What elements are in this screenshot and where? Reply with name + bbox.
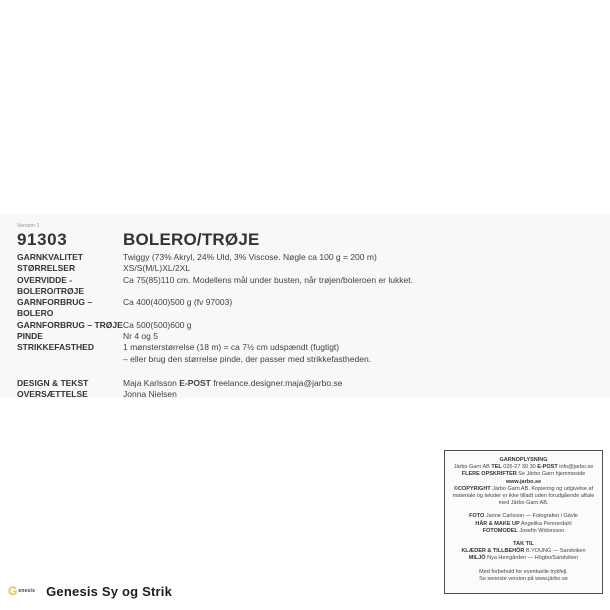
copyright-label: ©COPYRIGHT — [453, 485, 491, 492]
spec-value: Ca 500(500)600 g — [123, 319, 192, 330]
company-name: Järbo Garn AB — [453, 464, 490, 471]
info-copyright-line — [449, 486, 598, 508]
pattern-sheet — [0, 214, 610, 582]
info-hair-line — [449, 521, 598, 528]
store-name[interactable]: Genesis Sy og Strik — [46, 583, 173, 599]
latest-version-site: www.järbo.se — [535, 575, 568, 582]
genesis-logo-text: enesis — [18, 588, 36, 594]
environment-value: Nya Herrgården — Högbo/Sandviken — [487, 555, 579, 562]
copyright-text: Järbo Garn AB. Kopiering og udgivelse af materiale og tekster er ikke tilladt uden forudgående aftale med Järbo Garn AB. — [452, 485, 595, 507]
spec-row-garnforbrug-troje — [17, 320, 442, 331]
patterns-site: www.jarbo.se — [505, 478, 542, 485]
environment-label: MILJÖ — [468, 555, 486, 562]
photomodel-label: FOTOMODEL — [482, 527, 518, 534]
credit-value: Jonna Nielsen — [123, 389, 177, 400]
spec-value: Ca 400(400)500 g (fv 97003) — [123, 297, 233, 308]
yarn-info-box — [444, 450, 603, 594]
patterns-text: Se Järbo Garn hjemmeside — [518, 471, 586, 478]
spec-value: – eller brug den størrelse pinde, der passer med strikkefastheden. — [123, 353, 372, 364]
tel-number: 026-27 30 30 — [503, 464, 536, 471]
spec-row-garnforbrug-bolero — [17, 297, 442, 320]
pattern-header-row — [17, 230, 442, 250]
spec-value: XS/S(M/L)XL/2XL — [123, 263, 191, 274]
tel-label: TEL — [491, 464, 502, 471]
designer-email: freelance.designer.maja@jarbo.se — [213, 377, 343, 388]
credit-label: OVERSÆTTELSE — [17, 389, 88, 400]
spec-label: GARNKVALITET — [17, 252, 83, 262]
spec-row-storrelser — [17, 263, 442, 274]
credit-label: DESIGN & TEKST — [17, 377, 89, 388]
spec-row-overvidde — [17, 275, 442, 298]
info-model-line — [449, 528, 598, 535]
spec-label: STØRRELSER — [17, 263, 76, 274]
info-box-title: GARNOPLYSNING — [499, 457, 548, 463]
genesis-logo[interactable] — [8, 585, 35, 597]
spec-value: 1 mønsterstørrelse (18 m) = ca 7½ cm udspændt (fugtigt) — [123, 342, 340, 353]
spec-label-empty — [17, 354, 123, 365]
spec-row-strikkefasthed — [17, 342, 442, 353]
pattern-number: 91303 — [17, 230, 68, 249]
photo-label: FOTO — [469, 513, 485, 520]
epost-label: E-POST — [179, 377, 211, 388]
spacer — [17, 365, 442, 378]
photomodel-value: Josefin Widorsson — [519, 527, 565, 534]
thanks-title-text: TAK TIL — [513, 541, 534, 548]
spec-label: GARNFORBRUG – TRØJE — [17, 319, 123, 330]
credit-row-translation — [17, 389, 442, 400]
latest-version-text: Se seneste version på — [479, 575, 534, 582]
patterns-label: FLERE OPSKRIFTER — [461, 471, 517, 478]
spec-label: PINDE — [17, 331, 43, 342]
genesis-logo-icon: G — [8, 584, 18, 598]
clothes-value: B.YOUNG — Sandviken — [525, 548, 586, 555]
info-latest-version-line — [449, 576, 598, 583]
company-email: info@jarbo.se — [559, 464, 594, 471]
spec-label: GARNFORBRUG – BOLERO — [17, 297, 93, 319]
spec-label: OVERVIDDE -BOLERO/TRØJE — [17, 274, 85, 296]
info-photo-line — [449, 513, 598, 520]
hair-makeup-label: HÅR & MAKE UP — [475, 520, 520, 527]
spec-value: Twiggy (73% Akryl, 24% Uld, 3% Viscose. Nøgle ca 100 g = 200 m) — [123, 252, 377, 262]
info-environment-line — [449, 555, 598, 562]
epost-label: E-POST — [537, 464, 558, 471]
spec-row-strikkefasthed-cont — [17, 354, 442, 365]
info-disclaimer-line: Med forbehold for eventuelle trykfejl. — [479, 568, 568, 575]
spec-table — [17, 252, 442, 401]
info-patterns-line — [449, 471, 598, 485]
version-label: Version 1 — [17, 223, 40, 229]
credit-row-design — [17, 378, 442, 389]
designer-name: Maja Karlsson — [123, 377, 177, 388]
photo-value: Janne Carlsson — Fotografen i Gävle — [485, 513, 578, 520]
pattern-title: BOLERO/TRØJE — [123, 230, 260, 249]
spec-row-garnkvalitet — [17, 252, 442, 263]
spec-row-pinde — [17, 331, 442, 342]
spec-value: Ca 75(85)110 cm. Modellens mål under busten, når trøjen/boleroen er lukket. — [123, 274, 413, 285]
info-contact-line — [449, 464, 598, 471]
store-footer — [8, 582, 172, 600]
pattern-main-column — [17, 223, 442, 401]
clothes-label: KLÆDER & TILLBEHÖR — [461, 548, 525, 555]
hair-makeup-value: Angelika Pennerdahl — [520, 520, 572, 527]
spec-value: Nr 4 og 5 — [123, 331, 158, 342]
credit-value — [123, 378, 442, 389]
spec-label: STRIKKEFASTHED — [17, 342, 94, 353]
